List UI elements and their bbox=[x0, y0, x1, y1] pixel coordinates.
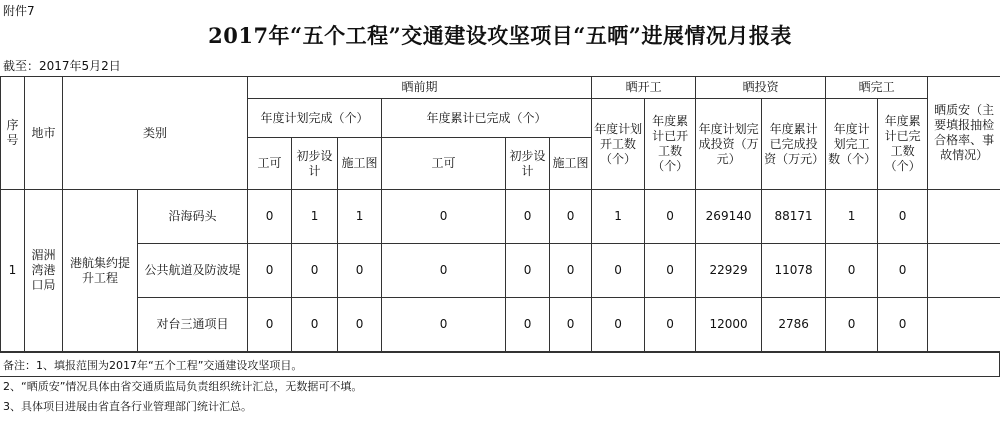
cell-plan-chubu: 0 bbox=[292, 244, 338, 298]
header-finish: 晒完工 bbox=[826, 77, 928, 99]
cell-quality bbox=[928, 298, 1000, 352]
cell-plan-shigongtu: 1 bbox=[338, 190, 382, 244]
cell-invest-cum: 2786 bbox=[762, 298, 826, 352]
cell-start-plan: 1 bbox=[592, 190, 645, 244]
header-cum-shigongtu: 施工图 bbox=[550, 138, 592, 190]
cell-plan-gongke: 0 bbox=[248, 244, 292, 298]
cell-cum-shigongtu: 0 bbox=[550, 298, 592, 352]
cell-plan-shigongtu: 0 bbox=[338, 298, 382, 352]
row-subcategory: 对台三通项目 bbox=[138, 298, 248, 352]
cell-finish-plan: 0 bbox=[826, 298, 878, 352]
cell-plan-shigongtu: 0 bbox=[338, 244, 382, 298]
cell-cum-shigongtu: 0 bbox=[550, 244, 592, 298]
header-invest-cum: 年度累计已完成投资（万元） bbox=[762, 99, 826, 190]
header-plan-chubu: 初步设计 bbox=[292, 138, 338, 190]
attachment-label: 附件7 bbox=[3, 4, 35, 18]
cell-invest-plan: 12000 bbox=[696, 298, 762, 352]
header-start: 晒开工 bbox=[592, 77, 696, 99]
cell-finish-cum: 0 bbox=[878, 190, 928, 244]
page-title: 2017年“五个工程”交通建设攻坚项目“五晒”进展情况月报表 bbox=[208, 23, 792, 48]
table-row bbox=[1, 244, 1000, 298]
cell-invest-plan: 269140 bbox=[696, 190, 762, 244]
header-row-1 bbox=[1, 77, 1000, 99]
cell-plan-chubu: 0 bbox=[292, 298, 338, 352]
row-category: 港航集约提升工程 bbox=[63, 190, 138, 352]
header-city: 地市 bbox=[25, 77, 63, 190]
cell-quality bbox=[928, 244, 1000, 298]
row-subcategory: 沿海码头 bbox=[138, 190, 248, 244]
header-annual-cum: 年度累计已完成（个） bbox=[382, 99, 592, 138]
row-city: 湄洲湾港口局 bbox=[25, 190, 63, 352]
header-plan-shigongtu: 施工图 bbox=[338, 138, 382, 190]
header-seq: 序号 bbox=[1, 77, 25, 190]
cell-cum-shigongtu: 0 bbox=[550, 190, 592, 244]
header-annual-plan: 年度计划完成（个） bbox=[248, 99, 382, 138]
cell-plan-chubu: 1 bbox=[292, 190, 338, 244]
as-of-date: 截至：2017年5月2日 bbox=[3, 59, 121, 73]
header-start-cum: 年度累计已开工数（个） bbox=[645, 99, 696, 190]
cell-start-cum: 0 bbox=[645, 298, 696, 352]
header-cum-gongke: 工可 bbox=[382, 138, 506, 190]
cell-plan-gongke: 0 bbox=[248, 298, 292, 352]
cell-cum-chubu: 0 bbox=[506, 244, 550, 298]
cell-cum-gongke: 0 bbox=[382, 298, 506, 352]
cell-finish-cum: 0 bbox=[878, 298, 928, 352]
row-subcategory: 公共航道及防波堤 bbox=[138, 244, 248, 298]
cell-cum-chubu: 0 bbox=[506, 190, 550, 244]
header-quality: 晒质安（主要填报抽检合格率、事故情况） bbox=[928, 77, 1000, 190]
header-invest-plan: 年度计划完成投资（万元） bbox=[696, 99, 762, 190]
notes-section bbox=[0, 351, 1000, 417]
header-start-plan: 年度计划开工数（个） bbox=[592, 99, 645, 190]
header-finish-cum: 年度累计已完工数（个） bbox=[878, 99, 928, 190]
cell-finish-cum: 0 bbox=[878, 244, 928, 298]
note-line: 备注：1、填报范围为2017年“五个工程”交通建设攻坚项目。 bbox=[0, 351, 1000, 377]
cell-invest-plan: 22929 bbox=[696, 244, 762, 298]
header-category: 类别 bbox=[63, 77, 248, 190]
row-seq: 1 bbox=[1, 190, 25, 352]
cell-finish-plan: 0 bbox=[826, 244, 878, 298]
cell-invest-cum: 88171 bbox=[762, 190, 826, 244]
cell-start-cum: 0 bbox=[645, 190, 696, 244]
table-row bbox=[1, 190, 1000, 244]
note-line: 3、具体项目进展由省直各行业管理部门统计汇总。 bbox=[3, 400, 252, 413]
header-plan-gongke: 工可 bbox=[248, 138, 292, 190]
header-pre: 晒前期 bbox=[248, 77, 592, 99]
note-line: 2、“晒质安”情况具体由省交通质监局负责组织统计汇总，无数据可不填。 bbox=[3, 380, 363, 393]
header-finish-plan: 年度计划完工数（个） bbox=[826, 99, 878, 190]
cell-cum-gongke: 0 bbox=[382, 190, 506, 244]
cell-start-plan: 0 bbox=[592, 298, 645, 352]
report-table bbox=[0, 76, 1000, 352]
cell-invest-cum: 11078 bbox=[762, 244, 826, 298]
cell-start-cum: 0 bbox=[645, 244, 696, 298]
cell-plan-gongke: 0 bbox=[248, 190, 292, 244]
header-invest: 晒投资 bbox=[696, 77, 826, 99]
cell-cum-gongke: 0 bbox=[382, 244, 506, 298]
cell-finish-plan: 1 bbox=[826, 190, 878, 244]
cell-start-plan: 0 bbox=[592, 244, 645, 298]
cell-quality bbox=[928, 190, 1000, 244]
header-cum-chubu: 初步设计 bbox=[506, 138, 550, 190]
cell-cum-chubu: 0 bbox=[506, 298, 550, 352]
table-row bbox=[1, 298, 1000, 352]
